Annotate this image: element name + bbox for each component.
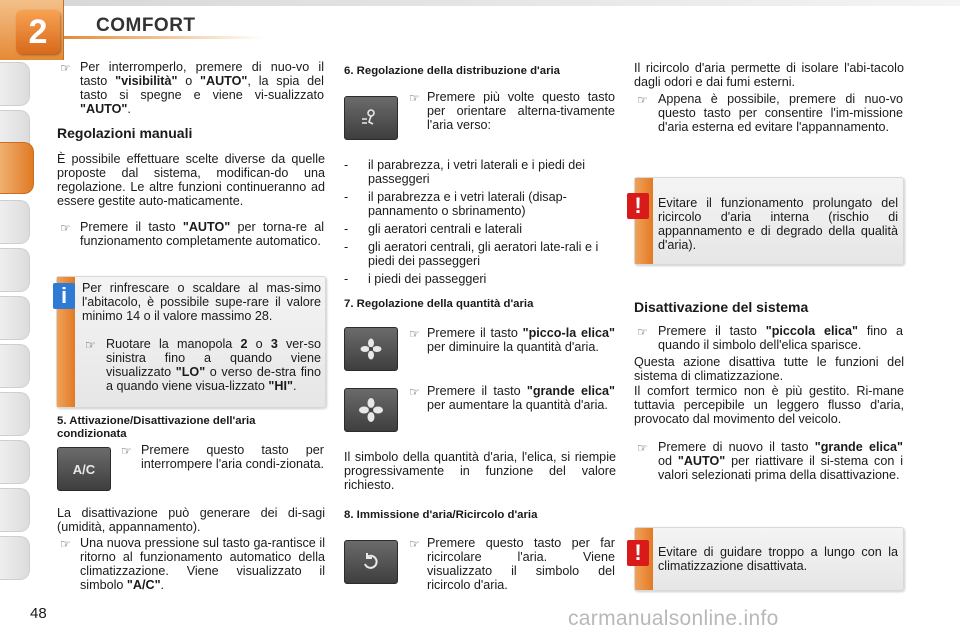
side-tab-9[interactable] (0, 440, 30, 484)
side-tab-1[interactable] (0, 62, 30, 106)
warning-note-bar (635, 178, 653, 264)
list-item: - il parabrezza, i vetri laterali e i piedi dei passeggeri (344, 158, 585, 186)
deactivation-paragraph-1: Questa azione disattiva tutte le funzioni del sistema di climatizzazione. (634, 355, 904, 383)
recirculation-button-image (344, 540, 398, 584)
small-fan-button-image (344, 327, 398, 371)
pointing-finger-icon: ☞ (637, 441, 648, 455)
pointing-finger-icon: ☞ (121, 444, 132, 458)
ac-bullet2: Una nuova pressione sul tasto ga-rantisce il ritorno al funzionamento automatico della climatizzazione. Viene visualizzato il simbolo "A/C". (80, 536, 325, 592)
info-note-bullet: Ruotare la manopola 2 o 3 ver-so sinistra fino a quando viene visualizzato "LO" o verso de-stra fino a quando viene visua-lizzato "HI". (106, 337, 321, 393)
auto-bullet: Premere il tasto "AUTO" per torna-re al funzionamento completamente automatico. (80, 220, 324, 248)
col1-top-bullet: Per interromperlo, premere di nuo-vo il tasto "visibilità" o "AUTO", la spia del tasto si spegne e viene vi-sualizzato "AUTO". (80, 60, 324, 116)
fan-symbol-paragraph: Il simbolo della quantità d'aria, l'elica, si riempie progressivamente in funzione del valore richiesto. (344, 450, 616, 492)
section6-heading: 6. Regolazione della distribuzione d'aria (344, 65, 561, 77)
list-item: - gli aeratori centrali, gli aeratori late-rali e i piedi dei passeggeri (344, 240, 599, 268)
list-item: - i piedi dei passeggeri (344, 272, 487, 286)
section5-heading: 5. Attivazione/Disattivazione dell'aria condizionata (57, 415, 256, 440)
page-title: COMFORT (96, 15, 196, 36)
large-fan-icon (359, 398, 383, 422)
watermark: carmanualsonline.info (568, 607, 779, 630)
side-tab-8[interactable] (0, 392, 30, 436)
reactivation-bullet: Premere di nuovo il tasto "grande elica" od "AUTO" per riattivare il si-stema con i valori selezionati prima della disattivazione. (658, 440, 903, 482)
manual-settings-paragraph: È possibile effettuare scelte diverse da quelle proposte dal sistema, modifican-do una regolazione. Le altre funzioni continueranno ad essere gestite auto-maticamente. (57, 152, 325, 208)
warning-icon: ! (627, 540, 649, 566)
recirculation-bullet: Premere questo tasto per far ricircolare l'aria. Viene visualizzato il simbolo del ricircolo d'aria. (427, 536, 615, 592)
side-tab-active[interactable] (0, 142, 34, 194)
recirculation-paragraph: Il ricircolo d'aria permette di isolare l'abi-tacolo dagli odori e dai fumi esterni. (634, 61, 904, 89)
list-item: - il parabrezza e i vetri laterali (disap-pannamento o sbrinamento) (344, 190, 567, 218)
ac-deactivation-paragraph: La disattivazione può generare dei di-sagi (umidità, appannamento). (57, 506, 325, 534)
distribution-bullet: Premere più volte questo tasto per orientare alterna-tivamente l'aria verso: (427, 90, 615, 132)
pointing-finger-icon: ☞ (637, 325, 648, 339)
air-distribution-icon (359, 107, 383, 129)
side-tab-10[interactable] (0, 488, 30, 532)
ac-bullet: Premere questo tasto per interrompere l'aria condi-zionata. (141, 443, 325, 471)
deactivation-bullet: Premere il tasto "piccola elica" fino a quando il simbolo dell'elica sparisce. (658, 324, 904, 352)
pointing-finger-icon: ☞ (409, 537, 420, 551)
header-strip (64, 0, 960, 6)
large-fan-bullet: Premere il tasto "grande elica" per aumentare la quantità d'aria. (427, 384, 615, 412)
side-tab-5[interactable] (0, 248, 30, 292)
distribution-list (344, 158, 616, 286)
heading-manual-settings: Regolazioni manuali (57, 125, 193, 141)
side-tab-6[interactable] (0, 296, 30, 340)
side-tab-4[interactable] (0, 200, 30, 244)
list-item: - gli aeratori centrali e laterali (344, 222, 522, 236)
pointing-finger-icon: ☞ (85, 338, 96, 352)
pointing-finger-icon: ☞ (60, 221, 71, 235)
heading-system-deactivation: Disattivazione del sistema (634, 299, 809, 315)
info-icon: i (53, 283, 75, 309)
pointing-finger-icon: ☞ (409, 327, 420, 341)
title-underline (64, 36, 264, 39)
pointing-finger-icon: ☞ (637, 93, 648, 107)
air-distribution-button-image (344, 96, 398, 140)
pointing-finger-icon: ☞ (60, 537, 71, 551)
large-fan-button-image (344, 388, 398, 432)
recirculation-icon (360, 551, 382, 573)
recirculation-bullet-2: Appena è possibile, premere di nuo-vo questo tasto per consentire l'im-missione d'aria esterna ed evitare l'appannamento. (658, 92, 903, 134)
side-tab-11[interactable] (0, 536, 30, 580)
chapter-number: 2 (16, 10, 60, 54)
small-fan-icon (360, 338, 382, 360)
info-note-text: Per rinfrescare o scaldare al mas-simo l'abitacolo, è possibile supe-rare il valore minimo 14 o il valore massimo 28. (82, 281, 321, 323)
section7-heading: 7. Regolazione della quantità d'aria (344, 298, 534, 310)
ac-icon-label: A/C (72, 461, 96, 477)
pointing-finger-icon: ☞ (409, 91, 420, 105)
section8-heading: 8. Immissione d'aria/Ricircolo d'aria (344, 509, 538, 521)
side-tab-7[interactable] (0, 344, 30, 388)
pointing-finger-icon: ☞ (60, 61, 71, 75)
warning-note-2-text: Evitare di guidare troppo a lungo con la climatizzazione disattivata. (658, 545, 898, 573)
ac-button-image (57, 447, 111, 491)
deactivation-paragraph-2: Il comfort termico non è più gestito. Ri-mane tuttavia percepibile un leggero flusso d'aria, provocato dal movimento del veicolo. (634, 384, 904, 426)
page-number: 48 (30, 605, 47, 622)
warning-note-1-text: Evitare il funzionamento prolungato del ricircolo d'aria interna (rischio di appannamento e di degrado della qualità d'aria). (658, 196, 898, 252)
warning-icon: ! (627, 193, 649, 219)
small-fan-bullet: Premere il tasto "picco-la elica" per diminuire la quantità d'aria. (427, 326, 615, 354)
pointing-finger-icon: ☞ (409, 385, 420, 399)
